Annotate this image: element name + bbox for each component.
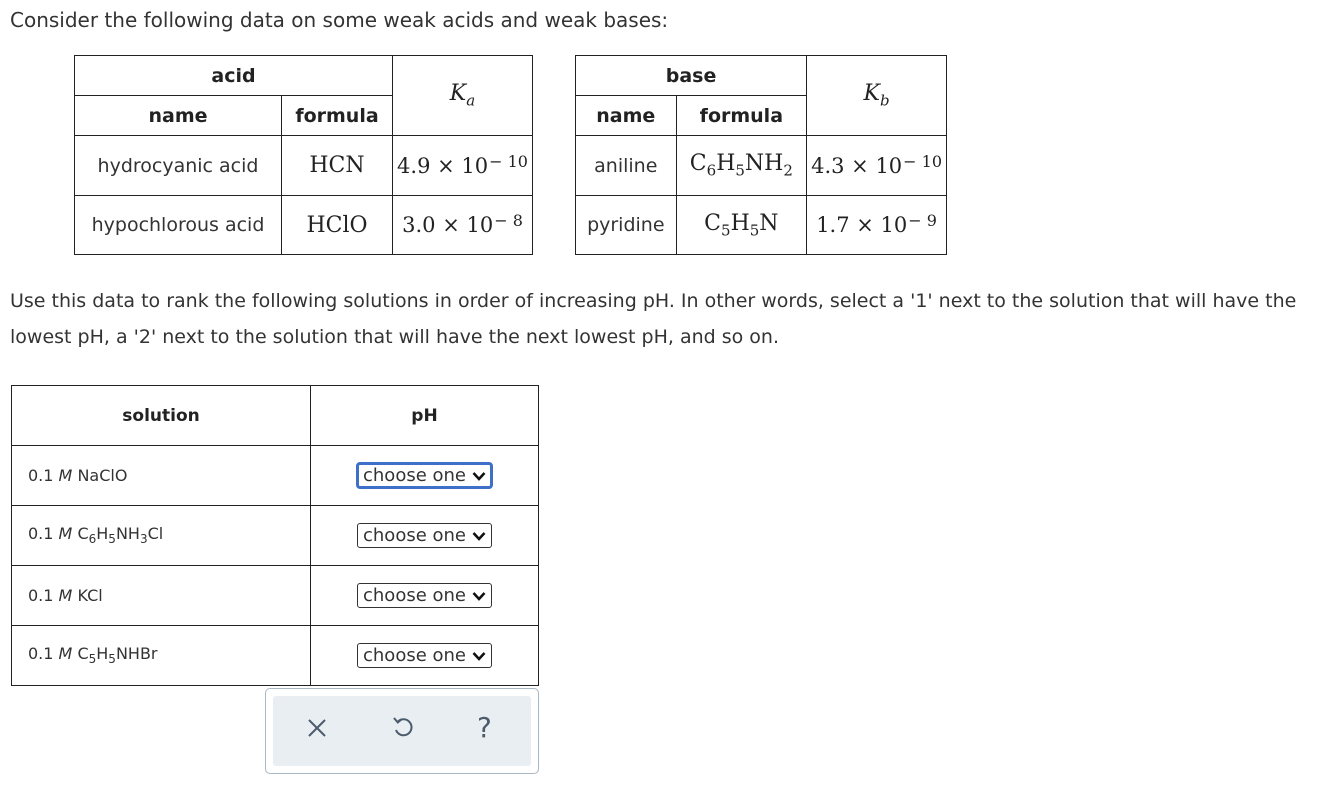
solution-name: 0.1 M $C_6H_5NH_3Cl$ [12,506,311,566]
table-row [12,566,539,626]
help-icon[interactable]: ? [477,711,492,744]
solution-name: 0.1 M KCl [12,566,311,626]
table-row [576,136,947,196]
ka-header: $K_a$ [393,56,533,136]
kb-value: $4.3 \times 10^{- 10}$ [807,136,947,196]
chevron-down-icon [472,585,486,606]
table-row [12,446,539,506]
acid-name: hypochlorous acid [75,196,282,255]
ph-rank-select[interactable]: choose one [357,583,492,608]
table-row [12,626,539,686]
ph-rank-select[interactable]: choose one [357,643,492,668]
ph-rank-select[interactable]: choose one [356,462,493,489]
ph-header: pH [311,386,539,446]
base-formula-header: formula [676,96,807,136]
acid-table [74,55,533,255]
chevron-down-icon [472,525,486,546]
acid-header: acid [75,56,393,96]
base-formula: $C_5H_5N$ [676,196,807,255]
ka-value: $3.0 \times 10^{- 8}$ [393,196,533,255]
base-table [575,55,947,255]
chevron-down-icon [472,465,486,486]
table-row [75,136,533,196]
ka-value: $4.9 \times 10^{- 10}$ [393,136,533,196]
instructions-text: Use this data to rank the following solutions in order of increasing pH. In other words, select a '1' next to the solution that will have the lowest pH, a '2' next to the solution that will have the next lowest pH, and so on. [10,290,1297,348]
undo-icon[interactable] [391,715,415,746]
base-name: aniline [576,136,677,196]
acid-name: hydrocyanic acid [75,136,282,196]
table-row [576,196,947,255]
solution-name: 0.1 M $C_5H_5NHBr$ [12,626,311,686]
acid-formula: HCN [282,136,393,196]
acid-name-header: name [75,96,282,136]
table-row [12,506,539,566]
base-name: pyridine [576,196,677,255]
solution-table [11,385,539,686]
base-header: base [576,56,807,96]
table-row [75,196,533,255]
solution-header: solution [12,386,311,446]
kb-value: $1.7 \times 10^{- 9}$ [807,196,947,255]
kb-header: $K_b$ [807,56,947,136]
answer-toolbar [265,688,539,774]
base-name-header: name [576,96,677,136]
intro-text: Consider the following data on some weak acids and weak bases: [10,8,669,32]
acid-formula-header: formula [282,96,393,136]
base-formula: $C_6H_5NH_2$ [676,136,807,196]
close-icon[interactable] [306,716,328,746]
chevron-down-icon [472,645,486,666]
solution-name: 0.1 M NaClO [12,446,311,506]
ph-rank-select[interactable]: choose one [357,523,492,548]
acid-formula: HClO [282,196,393,255]
